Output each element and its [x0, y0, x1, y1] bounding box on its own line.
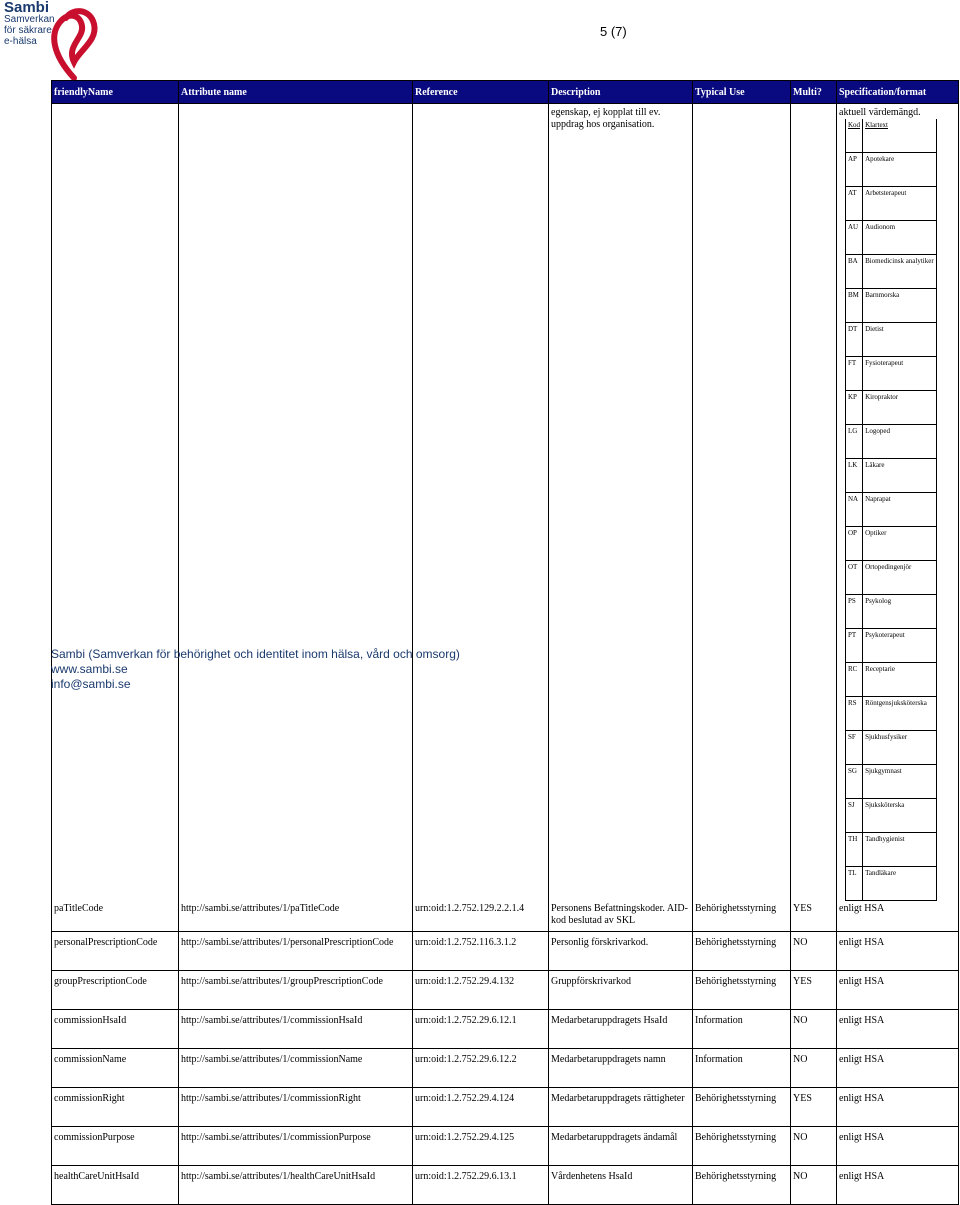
- code-kod: TL: [846, 867, 863, 901]
- logo-tagline-1: Samverkan: [4, 14, 55, 25]
- cell-text: urn:oid:1.2.752.129.2.2.1.4: [415, 903, 525, 914]
- code-kod: BA: [846, 255, 863, 289]
- logo-brand: Sambi: [4, 0, 50, 16]
- code-kod: LK: [846, 459, 863, 493]
- sambi-logo: [2, 0, 122, 86]
- code-row: [846, 629, 937, 663]
- code-klartext: Fysioterapeut: [863, 357, 937, 391]
- code-kod: SF: [846, 731, 863, 765]
- cell-typical-use: Behörighetsstyrning: [693, 1127, 791, 1166]
- cell-reference: urn:oid:1.2.752.29.6.12.1: [413, 1010, 549, 1049]
- code-klartext: Tandläkare: [863, 867, 937, 901]
- cell-typical-use: Information: [693, 1049, 791, 1088]
- code-klartext: Sjuksköterska: [863, 799, 937, 833]
- cell-typical-use: [693, 104, 791, 932]
- table-row: [52, 971, 959, 1010]
- code-klartext: Optiker: [863, 527, 937, 561]
- code-klartext: Dietist: [863, 323, 937, 357]
- cell-text: http://sambi.se/attributes/1/paTitleCode: [181, 903, 340, 914]
- code-kod: SG: [846, 765, 863, 799]
- cell-friendlyname: groupPrescriptionCode: [52, 971, 179, 1010]
- code-kod: FT: [846, 357, 863, 391]
- code-klartext: Audionom: [863, 221, 937, 255]
- code-klartext: Naprapat: [863, 493, 937, 527]
- code-kod: LG: [846, 425, 863, 459]
- cell-description: [549, 104, 693, 932]
- footer-email-link[interactable]: info@sambi.se: [51, 677, 131, 691]
- cell-description: Medarbetaruppdragets rättigheter: [549, 1088, 693, 1127]
- code-row: [846, 697, 937, 731]
- code-kod: PT: [846, 629, 863, 663]
- code-klartext: Barnmorska: [863, 289, 937, 323]
- cell-multi: YES: [791, 1088, 837, 1127]
- cell-text: Behörighetsstyrning: [695, 903, 777, 914]
- cell-specification: enligt HSA: [837, 1010, 959, 1049]
- cell-attribute-name: http://sambi.se/attributes/1/commissionHsaId: [179, 1010, 413, 1049]
- code-klartext: Apotekare: [863, 153, 937, 187]
- cell-description: Medarbetaruppdragets namn: [549, 1049, 693, 1088]
- cell-multi: [791, 104, 837, 932]
- code-row: [846, 357, 937, 391]
- cell-typical-use: Behörighetsstyrning: [693, 1088, 791, 1127]
- code-klartext: Läkare: [863, 459, 937, 493]
- code-kod: RS: [846, 697, 863, 731]
- cell-description: Vårdenhetens HsaId: [549, 1166, 693, 1205]
- table-row: [52, 1049, 959, 1088]
- cell-multi: NO: [791, 1010, 837, 1049]
- cell-description: Personlig förskrivarkod.: [549, 932, 693, 971]
- col-header-multi: Multi?: [791, 81, 837, 104]
- code-klartext: Ortopedingenjör: [863, 561, 937, 595]
- code-kod: RC: [846, 663, 863, 697]
- code-row: [846, 663, 937, 697]
- code-header-kod: Kod: [846, 119, 863, 153]
- page-number: 5 (7): [600, 24, 627, 39]
- table-row: [52, 1166, 959, 1205]
- table-row: [52, 1010, 959, 1049]
- cell-text: YES: [793, 903, 812, 914]
- cell-friendlyname: personalPrescriptionCode: [52, 932, 179, 971]
- cell-reference: urn:oid:1.2.752.29.4.132: [413, 971, 549, 1010]
- cell-description: Medarbetaruppdragets ändamål: [549, 1127, 693, 1166]
- cell-specification: enligt HSA: [837, 971, 959, 1010]
- cell-attribute-name: http://sambi.se/attributes/1/commissionRight: [179, 1088, 413, 1127]
- code-kod: OT: [846, 561, 863, 595]
- code-row: [846, 595, 937, 629]
- continued-spec: aktuell värdemängd.: [839, 107, 921, 118]
- code-row: [846, 833, 937, 867]
- cell-specification: [837, 104, 959, 932]
- code-row: [846, 153, 937, 187]
- logo-tagline-2: för säkrare: [4, 25, 52, 36]
- cell-text: Personens Befattningskoder. AID-kod beslutad av SKL: [551, 903, 688, 926]
- cell-friendlyname: [52, 104, 179, 932]
- cell-friendlyname: commissionName: [52, 1049, 179, 1088]
- table-row: [52, 1088, 959, 1127]
- cell-specification: enligt HSA: [837, 1049, 959, 1088]
- code-kod: AT: [846, 187, 863, 221]
- continued-description: egenskap, ej kopplat till ev. uppdrag hos organisation.: [551, 107, 661, 130]
- code-klartext: Sjukgymnast: [863, 765, 937, 799]
- code-kod: KP: [846, 391, 863, 425]
- table-row: [52, 932, 959, 971]
- code-header-klartext: Klartext: [863, 119, 937, 153]
- cell-attribute-name: http://sambi.se/attributes/1/commissionPurpose: [179, 1127, 413, 1166]
- cell-specification: enligt HSA: [837, 932, 959, 971]
- cell-reference: urn:oid:1.2.752.29.4.124: [413, 1088, 549, 1127]
- table-row: [52, 104, 959, 932]
- cell-friendlyname: commissionHsaId: [52, 1010, 179, 1049]
- cell-typical-use: Behörighetsstyrning: [693, 1166, 791, 1205]
- cell-specification: enligt HSA: [837, 1166, 959, 1205]
- cell-text: enligt HSA: [839, 903, 885, 914]
- code-kod: NA: [846, 493, 863, 527]
- cell-reference: [413, 104, 549, 932]
- table-header-row: [52, 81, 959, 104]
- code-row: [846, 867, 937, 901]
- cell-reference: urn:oid:1.2.752.116.3.1.2: [413, 932, 549, 971]
- profession-code-table: [845, 119, 937, 901]
- code-row: [846, 765, 937, 799]
- attribute-table: [51, 80, 959, 1205]
- logo-tagline-3: e-hälsa: [4, 36, 37, 47]
- code-row: [846, 459, 937, 493]
- cell-typical-use: Behörighetsstyrning: [693, 971, 791, 1010]
- code-klartext: Kiropraktor: [863, 391, 937, 425]
- col-header-specification: Specification/format: [837, 81, 959, 104]
- code-klartext: Biomedicinsk analytiker: [863, 255, 937, 289]
- page-footer: [51, 647, 460, 692]
- code-row: [846, 425, 937, 459]
- code-row: [846, 799, 937, 833]
- cell-friendlyname: commissionPurpose: [52, 1127, 179, 1166]
- footer-org: Sambi (Samverkan för behörighet och identitet inom hälsa, vård och omsorg): [51, 647, 460, 661]
- code-kod: AP: [846, 153, 863, 187]
- code-row: [846, 255, 937, 289]
- code-kod: DT: [846, 323, 863, 357]
- cell-attribute-name: http://sambi.se/attributes/1/commissionName: [179, 1049, 413, 1088]
- cell-attribute-name: http://sambi.se/attributes/1/groupPrescriptionCode: [179, 971, 413, 1010]
- cell-description: Medarbetaruppdragets HsaId: [549, 1010, 693, 1049]
- code-row: [846, 391, 937, 425]
- sambi-heart-icon: [46, 4, 102, 84]
- cell-multi: YES: [791, 971, 837, 1010]
- code-klartext: Logoped: [863, 425, 937, 459]
- code-row: [846, 221, 937, 255]
- cell-multi: NO: [791, 1127, 837, 1166]
- code-row: [846, 187, 937, 221]
- code-klartext: Tandhygienist: [863, 833, 937, 867]
- code-kod: PS: [846, 595, 863, 629]
- code-klartext: Röntgensjuksköterska: [863, 697, 937, 731]
- code-kod: OP: [846, 527, 863, 561]
- col-header-typical-use: Typical Use: [693, 81, 791, 104]
- cell-friendlyname: commissionRight: [52, 1088, 179, 1127]
- code-kod: BM: [846, 289, 863, 323]
- cell-typical-use: Information: [693, 1010, 791, 1049]
- cell-multi: NO: [791, 1049, 837, 1088]
- col-header-friendlyname: friendlyName: [52, 81, 179, 104]
- cell-multi: NO: [791, 1166, 837, 1205]
- code-row: [846, 289, 937, 323]
- cell-reference: urn:oid:1.2.752.29.6.13.1: [413, 1166, 549, 1205]
- code-kod: SJ: [846, 799, 863, 833]
- cell-reference: urn:oid:1.2.752.29.6.12.2: [413, 1049, 549, 1088]
- code-row: [846, 527, 937, 561]
- cell-attribute-name: http://sambi.se/attributes/1/healthCareUnitHsaId: [179, 1166, 413, 1205]
- col-header-attribute-name: Attribute name: [179, 81, 413, 104]
- cell-typical-use: Behörighetsstyrning: [693, 932, 791, 971]
- code-kod: AU: [846, 221, 863, 255]
- table-row: [52, 1127, 959, 1166]
- code-row: [846, 493, 937, 527]
- code-table-header: [846, 119, 937, 153]
- code-kod: TH: [846, 833, 863, 867]
- cell-reference: urn:oid:1.2.752.29.4.125: [413, 1127, 549, 1166]
- cell-description: Gruppförskrivarkod: [549, 971, 693, 1010]
- code-klartext: Psykolog: [863, 595, 937, 629]
- code-klartext: Arbetsterapeut: [863, 187, 937, 221]
- code-row: [846, 561, 937, 595]
- cell-attribute-name: http://sambi.se/attributes/1/personalPrescriptionCode: [179, 932, 413, 971]
- code-klartext: Sjukhusfysiker: [863, 731, 937, 765]
- code-klartext: Receptarie: [863, 663, 937, 697]
- code-row: [846, 323, 937, 357]
- code-klartext: Psykoterapeut: [863, 629, 937, 663]
- footer-web-link[interactable]: www.sambi.se: [51, 662, 128, 676]
- cell-specification: enligt HSA: [837, 1127, 959, 1166]
- code-row: [846, 731, 937, 765]
- cell-friendlyname: healthCareUnitHsaId: [52, 1166, 179, 1205]
- cell-text: paTitleCode: [54, 903, 104, 914]
- cell-multi: NO: [791, 932, 837, 971]
- cell-attribute-name: [179, 104, 413, 932]
- col-header-reference: Reference: [413, 81, 549, 104]
- cell-specification: enligt HSA: [837, 1088, 959, 1127]
- col-header-description: Description: [549, 81, 693, 104]
